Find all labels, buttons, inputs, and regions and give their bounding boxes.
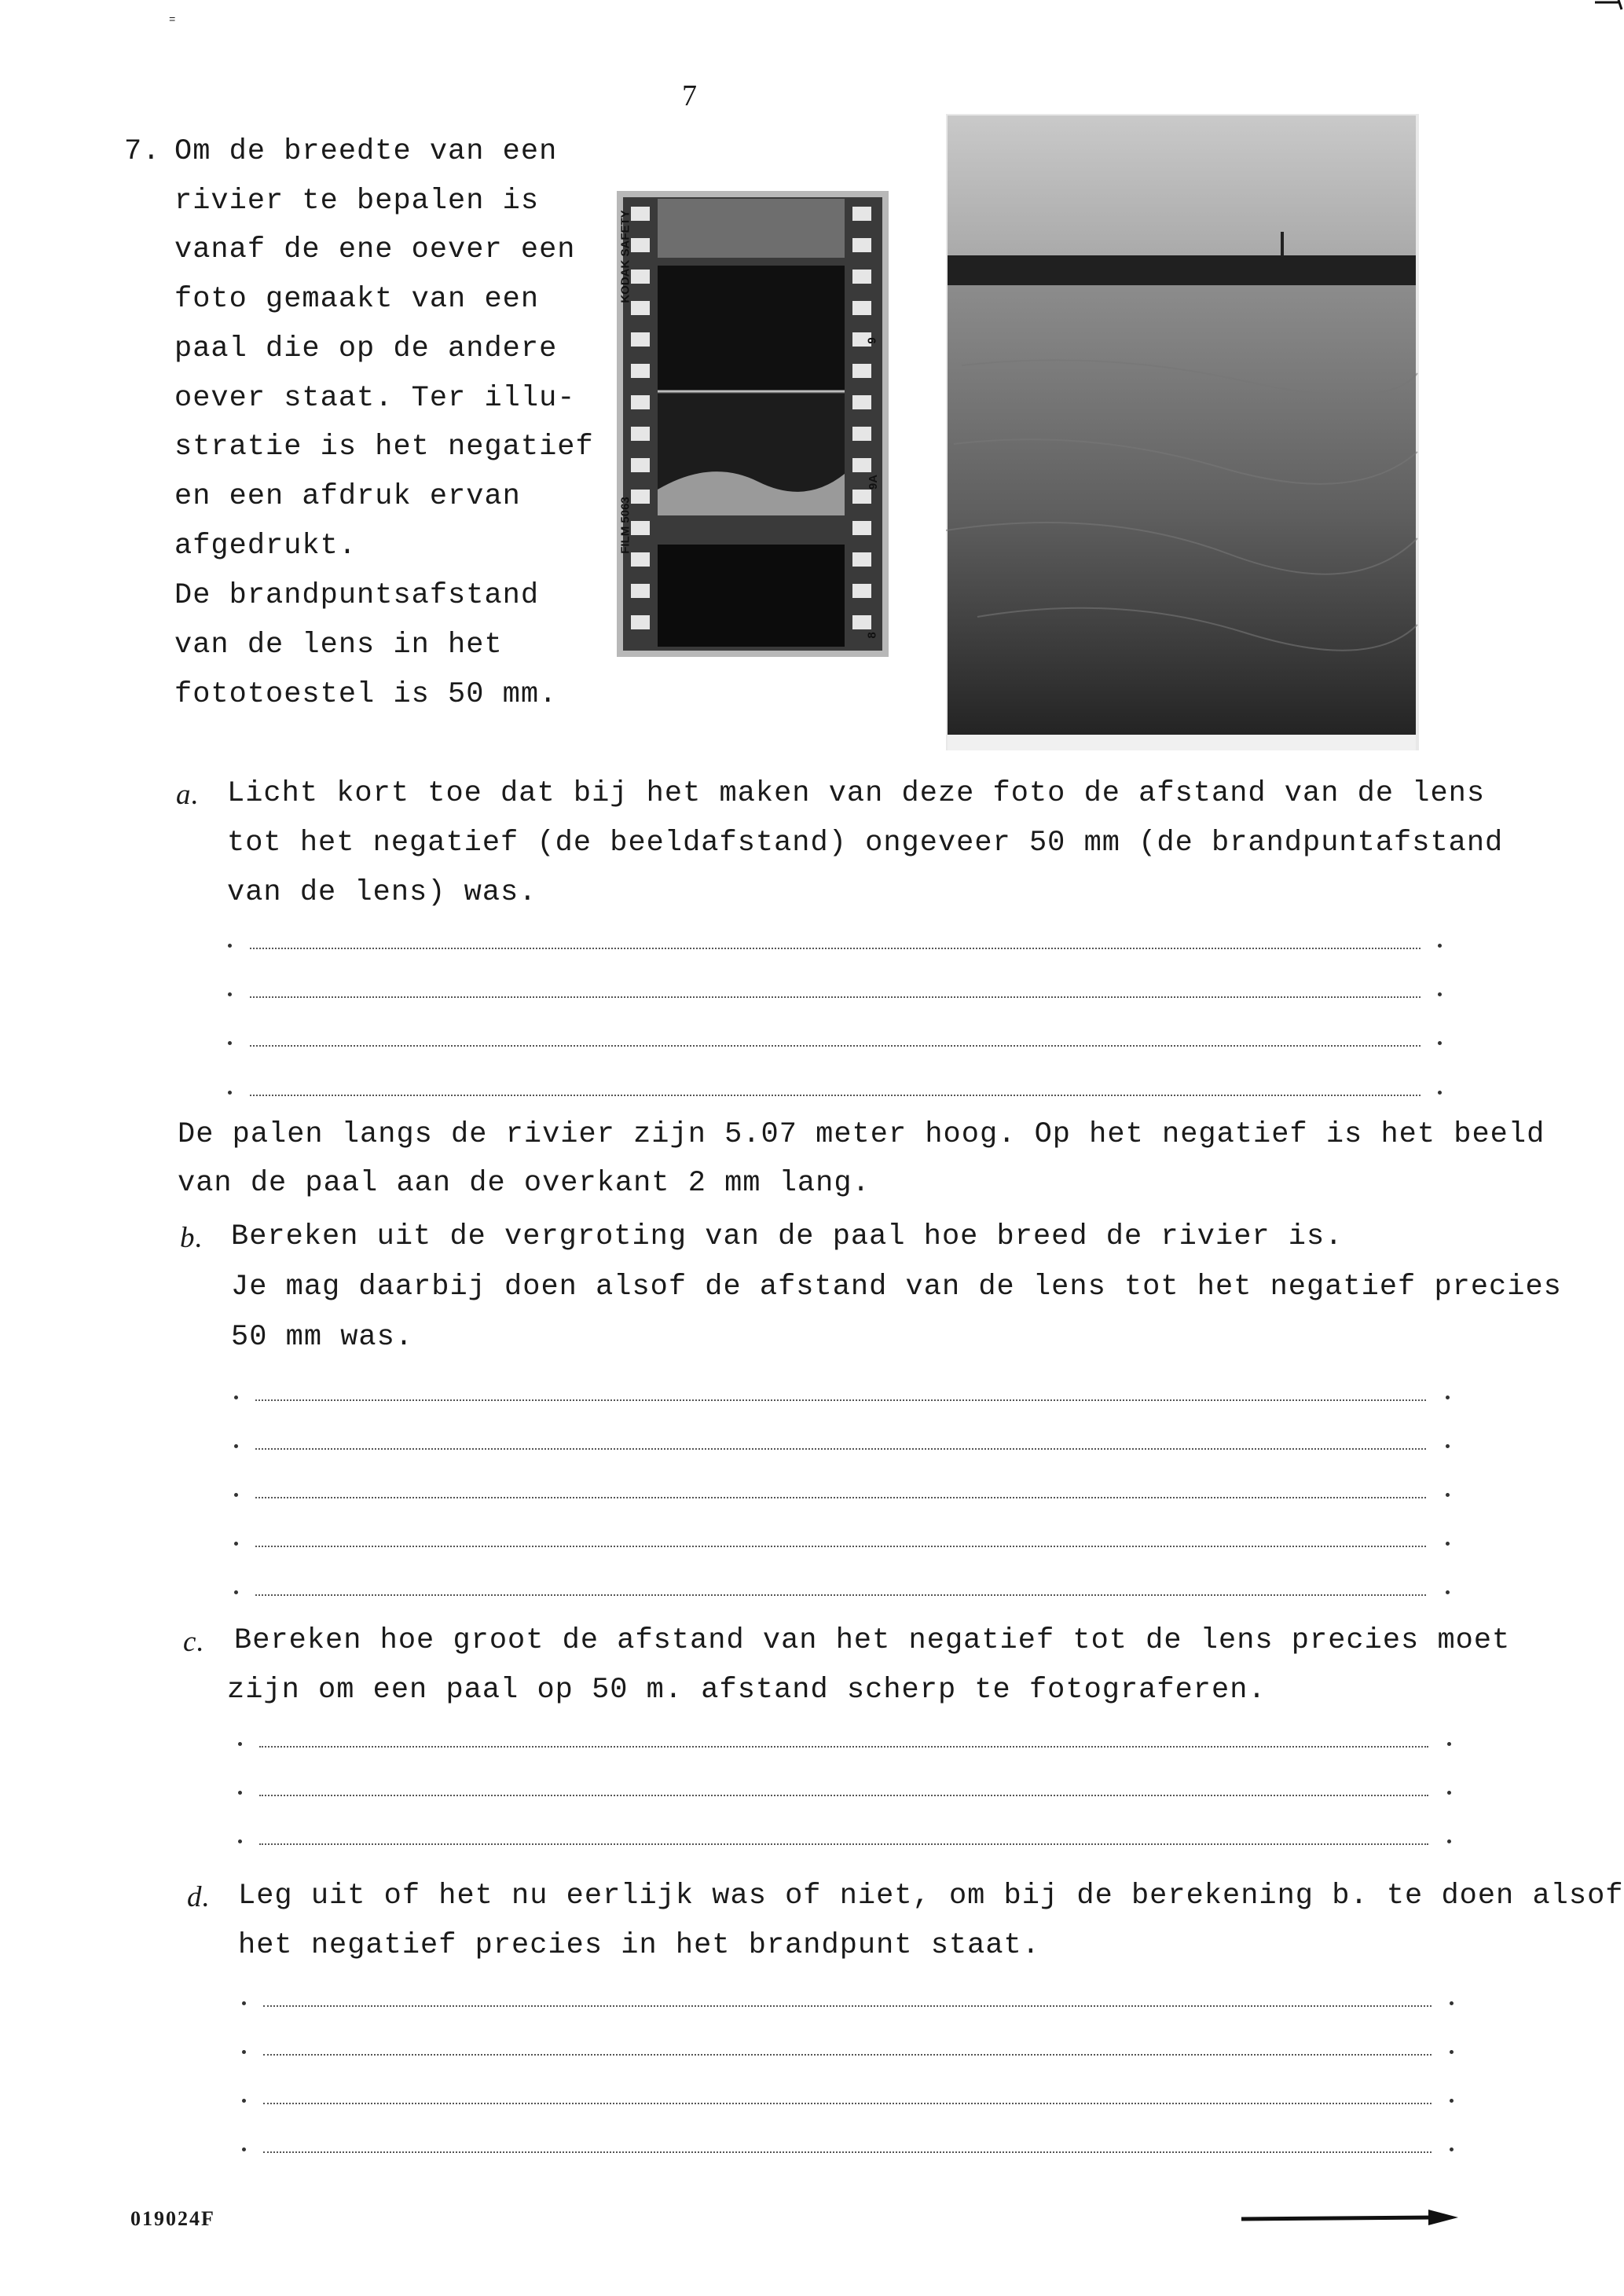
intro-line: oever staat. Ter illu-	[174, 382, 576, 415]
film-negative-image	[617, 191, 889, 657]
line-dot	[242, 2147, 246, 2151]
part-b-line: Bereken uit de vergroting van de paal hoe breed de rivier is.	[231, 1220, 1344, 1253]
line-dot	[1446, 1444, 1450, 1448]
part-d-line: het negatief precies in het brandpunt staat.	[238, 1929, 1040, 1962]
answer-line[interactable]	[255, 1399, 1426, 1401]
answer-line[interactable]	[259, 1795, 1428, 1796]
line-dot	[1438, 1091, 1442, 1095]
part-b-line: Je mag daarbij doen alsof de afstand van de lens tot het negatief precies	[231, 1271, 1562, 1304]
part-b-line: 50 mm was.	[231, 1321, 414, 1354]
part-a-line: Licht kort toe dat bij het maken van deze foto de afstand van de lens	[227, 777, 1486, 810]
answer-line[interactable]	[263, 2005, 1432, 2007]
line-dot	[1450, 2001, 1454, 2005]
part-c-line: Bereken hoe groot de afstand van het negatief tot de lens precies moet	[234, 1624, 1511, 1657]
line-dot	[242, 2001, 246, 2005]
line-dot	[1438, 992, 1442, 996]
answer-line[interactable]	[250, 948, 1421, 949]
question-number: 7.	[124, 135, 161, 168]
answer-line[interactable]	[250, 996, 1421, 998]
line-dot	[228, 1091, 232, 1095]
intro-line: De brandpuntsafstand	[174, 579, 540, 612]
line-dot	[1450, 2050, 1454, 2054]
answer-line[interactable]	[263, 2054, 1432, 2056]
part-a-letter: a.	[176, 779, 200, 811]
part-c-letter: c.	[183, 1626, 205, 1658]
exam-code: 019024F	[130, 2207, 215, 2230]
film-frame-number: 9	[865, 337, 879, 344]
intro-line: vanaf de ene oever een	[174, 233, 576, 266]
intro-line: en een afdruk ervan	[174, 480, 521, 513]
intro-line: afgedrukt.	[174, 530, 357, 563]
river-photo-print	[946, 114, 1419, 750]
line-dot	[1438, 1041, 1442, 1045]
answer-line[interactable]	[259, 1843, 1428, 1845]
corner-mark: =	[169, 14, 176, 27]
intro-line: van de lens in het	[174, 629, 503, 662]
intro-line: paal die op de andere	[174, 332, 558, 365]
answer-line[interactable]	[250, 1095, 1421, 1096]
line-dot	[228, 1041, 232, 1045]
line-dot	[242, 2099, 246, 2103]
line-dot	[1446, 1542, 1450, 1546]
answer-line[interactable]	[250, 1045, 1421, 1047]
part-c-line: zijn om een paal op 50 m. afstand scherp te fotograferen.	[227, 1674, 1267, 1707]
line-dot	[228, 944, 232, 948]
line-dot	[238, 1839, 242, 1843]
line-dot	[1446, 1590, 1450, 1594]
part-d-line: Leg uit of het nu eerlijk was of niet, om bij de berekening b. te doen alsof	[238, 1880, 1624, 1913]
context-line: De palen langs de rivier zijn 5.07 meter hoog. Op het negatief is het beeld	[178, 1118, 1545, 1151]
line-dot	[238, 1791, 242, 1795]
line-dot	[228, 992, 232, 996]
line-dot	[234, 1590, 238, 1594]
film-edge-brand: KODAK SAFETY	[618, 210, 632, 303]
answer-line[interactable]	[259, 1746, 1428, 1748]
line-dot	[1447, 1742, 1451, 1746]
line-dot	[242, 2050, 246, 2054]
answer-line[interactable]	[255, 1546, 1426, 1547]
intro-line: fototoestel is 50 mm.	[174, 678, 558, 711]
line-dot	[234, 1396, 238, 1399]
intro-line: Om de breedte van een	[174, 135, 558, 168]
line-dot	[1447, 1839, 1451, 1843]
part-a-line: van de lens) was.	[227, 876, 537, 909]
part-d-letter: d.	[187, 1881, 211, 1913]
answer-line[interactable]	[255, 1594, 1426, 1596]
line-dot	[234, 1493, 238, 1497]
context-line: van de paal aan de overkant 2 mm lang.	[178, 1167, 871, 1200]
part-a-line: tot het negatief (de beeldafstand) ongeveer 50 mm (de brandpuntafstand	[227, 827, 1504, 860]
arrow-right-icon	[1240, 2206, 1460, 2230]
intro-line: stratie is het negatief	[174, 431, 594, 464]
line-dot	[1450, 2147, 1454, 2151]
line-dot	[1438, 944, 1442, 948]
line-dot	[234, 1444, 238, 1448]
answer-line[interactable]	[255, 1497, 1426, 1498]
answer-line[interactable]	[263, 2151, 1432, 2153]
answer-line[interactable]	[255, 1448, 1426, 1450]
film-edge-film: FILM 5063	[618, 497, 632, 554]
page-number: 7	[682, 79, 697, 112]
line-dot	[1450, 2099, 1454, 2103]
part-b-letter: b.	[180, 1222, 203, 1254]
top-right-scan-mark	[1595, 0, 1624, 11]
line-dot	[234, 1542, 238, 1546]
line-dot	[1447, 1791, 1451, 1795]
line-dot	[1446, 1396, 1450, 1399]
answer-line[interactable]	[263, 2103, 1432, 2104]
film-frame-number: 9A	[867, 474, 881, 490]
intro-line: foto gemaakt van een	[174, 283, 540, 316]
intro-line: rivier te bepalen is	[174, 185, 540, 218]
line-dot	[1446, 1493, 1450, 1497]
film-frame-number: 8	[865, 632, 879, 639]
line-dot	[238, 1742, 242, 1746]
